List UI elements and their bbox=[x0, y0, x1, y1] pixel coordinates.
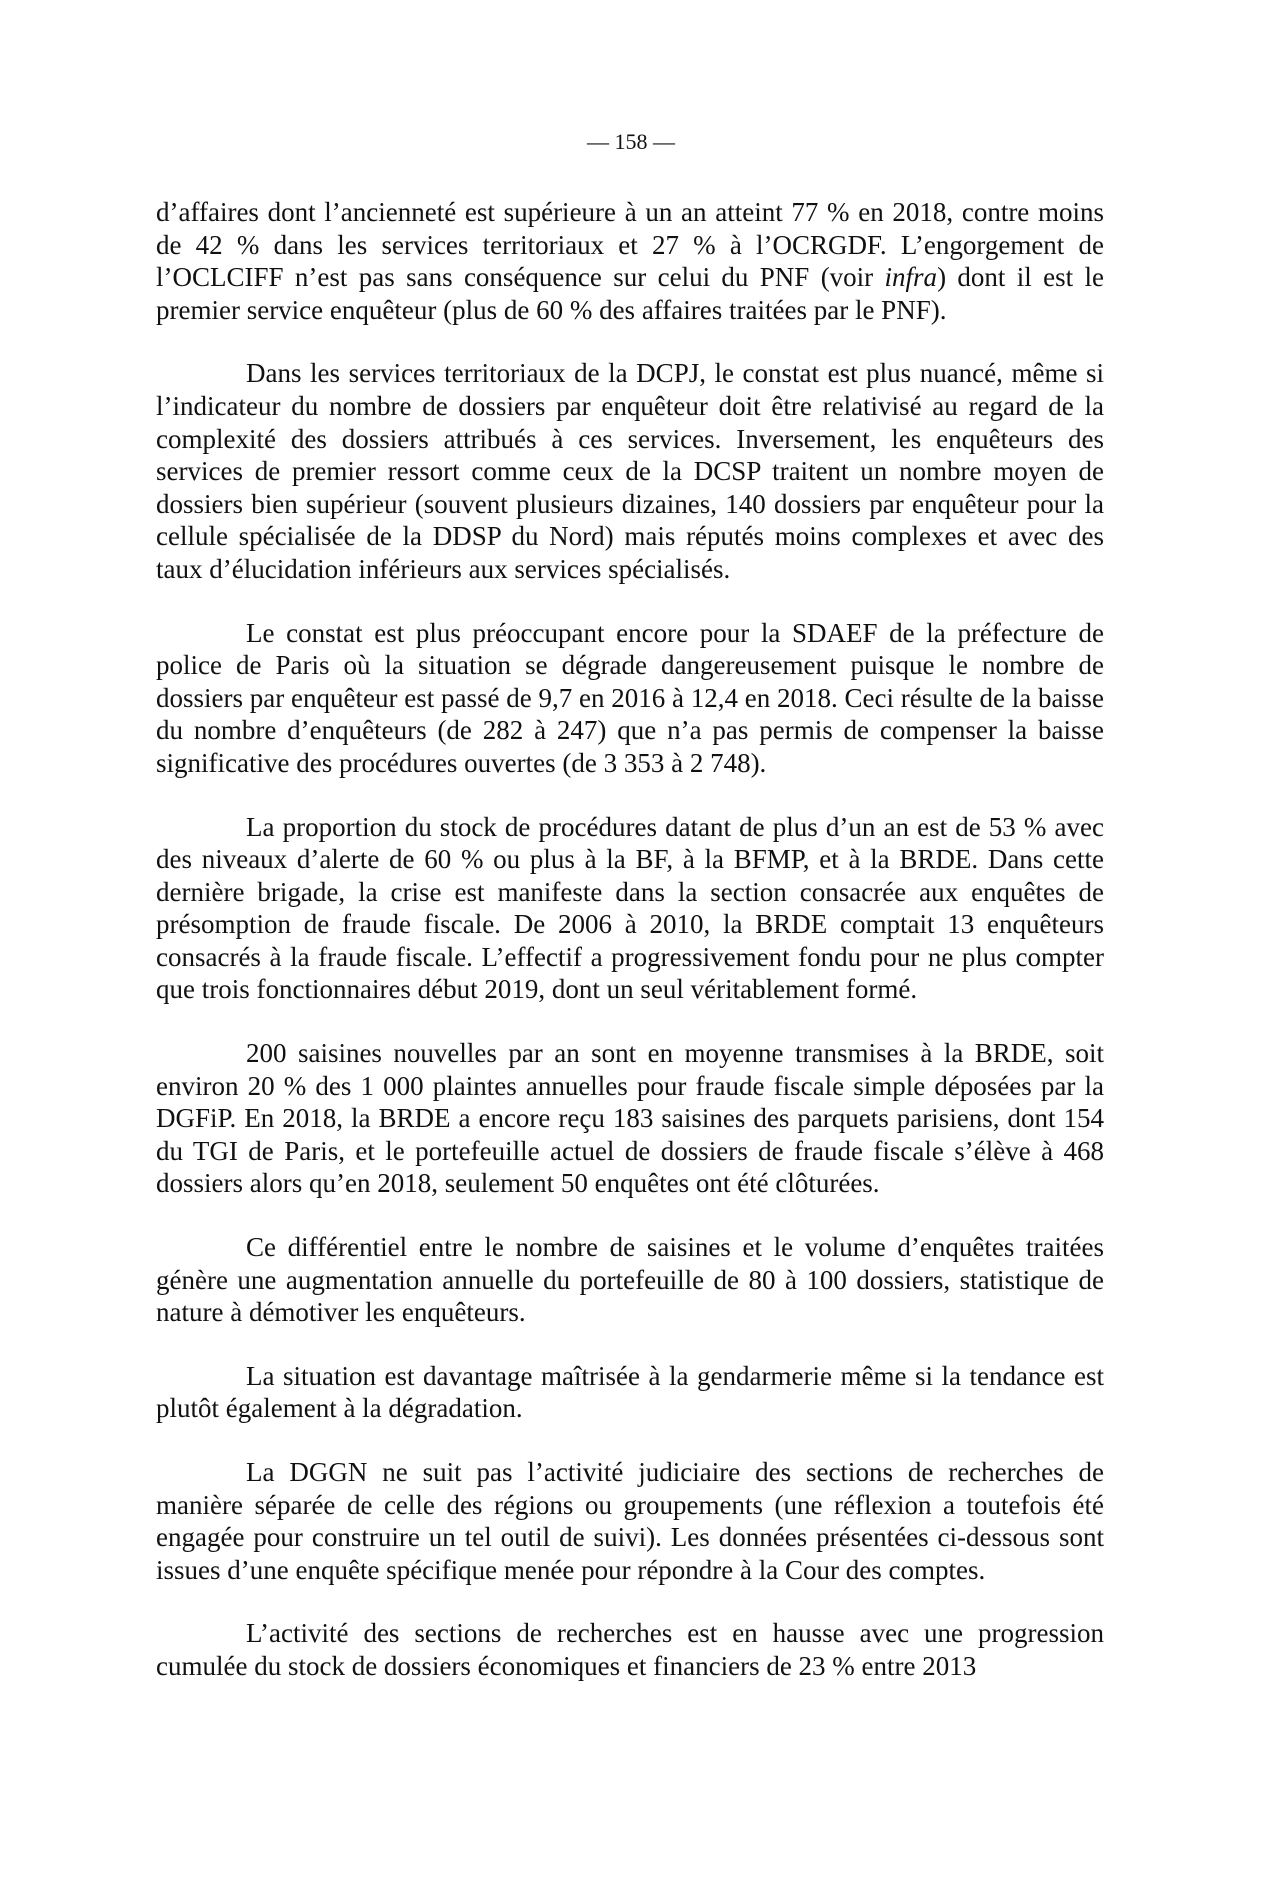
paragraph-1 bbox=[156, 196, 1104, 326]
paragraph-5: 200 saisines nouvelles par an sont en moyenne transmises à la BRDE, soit environ 20 % des 1 000 plaintes annuelles pour fraude fiscale simple déposées par la DGFiP. En 2018, la BRDE a encore reçu 183 saisines des parquets parisiens, dont 154 du TGI de Paris, et le portefeuille actuel de dossiers de fraude fiscale s’élève à 468 dossiers alors qu’en 2018, seulement 50 enquêtes ont été clôturées. bbox=[156, 1038, 1104, 1199]
paragraph-3: Le constat est plus préoccupant encore pour la SDAEF de la préfecture de police de Paris où la situation se dégrade dangereusement puisque le nombre de dossiers par enquêteur est passé de 9,7 en 2016 à 12,4 en 2018. Ceci résulte de la baisse du nombre d’enquêteurs (de 282 à 247) que n’a pas permis de compenser la baisse significative des procédures ouvertes (de 3 353 à 2 748). bbox=[156, 617, 1104, 778]
paragraph-1-text-before: d’affaires dont l’ancienneté est supérieure à un an atteint 77 % en 2018, contre moins de 42 % dans les services territoriaux et 27 % à l’OCRGDF. L’engorgement de l’OCLCIFF n’est pas sans conséquence sur celui du PNF (voir bbox=[156, 197, 1104, 293]
page-number: — 158 — bbox=[587, 129, 675, 154]
paragraph-1-emphasis: infra bbox=[884, 262, 938, 293]
paragraph-7: La situation est davantage maîtrisée à la gendarmerie même si la tendance est plutôt également à la dégradation. bbox=[156, 1360, 1104, 1424]
paragraph-2: Dans les services territoriaux de la DCPJ, le constat est plus nuancé, même si l’indicateur du nombre de dossiers par enquêteur doit être relativisé au regard de la complexité des dossiers attribués à ces services. Inversement, les enquêteurs des services de premier ressort comme ceux de la DCSP traitent un nombre moyen de dossiers bien supérieur (souvent plusieurs dizaines, 140 dossiers par enquêteur pour la cellule spécialisée de la DDSP du Nord) mais réputés moins complexes et avec des taux d’élucidation inférieurs aux services spécialisés. bbox=[156, 358, 1104, 584]
paragraph-8: La DGGN ne suit pas l’activité judiciaire des sections de recherches de manière séparée de celle des régions ou groupements (une réflexion a toutefois été engagée pour construire un tel outil de suivi). Les données présentées ci-dessous sont issues d’une enquête spécifique menée pour répondre à la Cour des comptes. bbox=[156, 1457, 1104, 1585]
paragraph-4: La proportion du stock de procédures datant de plus d’un an est de 53 % avec des niveaux d’alerte de 60 % ou plus à la BF, à la BFMP, et à la BRDE. Dans cette dernière brigade, la crise est manifeste dans la section consacrée aux enquêtes de présomption de fraude fiscale. De 2006 à 2010, la BRDE comptait 13 enquêteurs consacrés à la fraude fiscale. L’effectif a progressivement fondu pour ne plus compter que trois fonctionnaires début 2019, dont un seul véritablement formé. bbox=[156, 811, 1104, 1005]
paragraph-1-text-after: ) dont il est le premier service enquêteur (plus de 60 % des affaires traitées par le PNF). bbox=[156, 262, 1104, 325]
paragraph-6: Ce différentiel entre le nombre de saisines et le volume d’enquêtes traitées génère une augmentation annuelle du portefeuille de 80 à 100 dossiers, statistique de nature à démotiver les enquêteurs. bbox=[156, 1232, 1104, 1328]
document-body bbox=[156, 196, 1104, 1683]
paragraph-9: L’activité des sections de recherches est en hausse avec une progression cumulée du stock de dossiers économiques et financiers de 23 % entre 2013 bbox=[156, 1618, 1104, 1681]
